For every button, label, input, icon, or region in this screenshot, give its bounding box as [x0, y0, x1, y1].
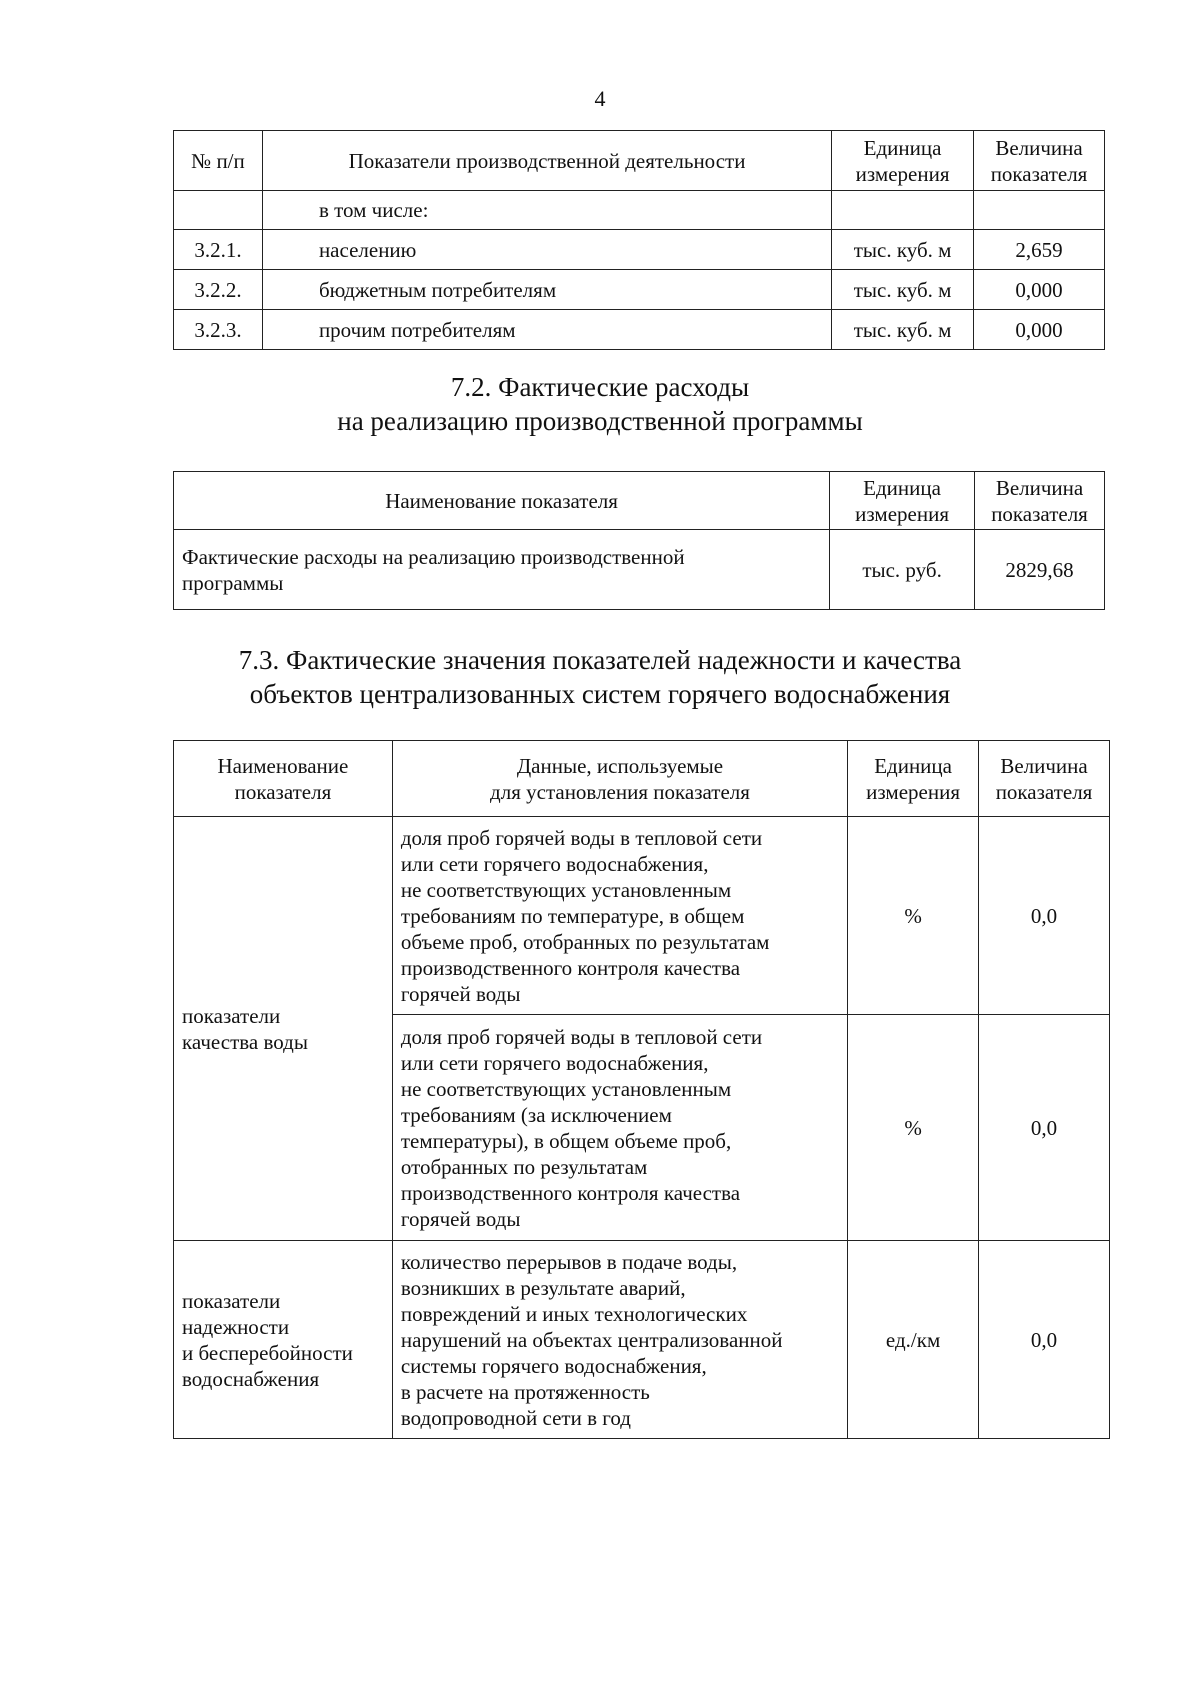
row-number: 3.2.2. — [174, 270, 263, 310]
empty-cell — [974, 191, 1105, 230]
header-value: Величина показателя — [979, 741, 1110, 817]
row-value: 0,000 — [974, 310, 1105, 350]
row-number: 3.2.1. — [174, 230, 263, 270]
header-indicator: Показатели производственной деятельности — [262, 131, 831, 191]
row-name: Фактические расходы на реализацию производственной программы — [174, 530, 830, 610]
table-row — [174, 230, 1105, 270]
section-7-2-title-line1: 7.2. Фактические расходы — [450, 372, 750, 402]
header-unit: Единица измерения — [832, 131, 974, 191]
row-name: бюджетным потребителям — [262, 270, 831, 310]
header-number: № п/п — [174, 131, 263, 191]
row-value: 0,000 — [974, 270, 1105, 310]
row-value: 0,0 — [979, 1241, 1110, 1439]
row-unit: тыс. руб. — [830, 530, 975, 610]
section-7-2-title — [0, 370, 1200, 438]
row-name: прочим потребителям — [262, 310, 831, 350]
row-unit: тыс. куб. м — [832, 270, 974, 310]
row-data-description: количество перерывов в подаче воды, возникших в результате аварий, повреждений и иных технологических нарушений на объектах централизованной системы горячего водоснабжения, в расчете на протяженность водопроводной сети в год — [392, 1241, 847, 1439]
row-unit: тыс. куб. м — [832, 230, 974, 270]
row-unit: % — [848, 817, 979, 1015]
table-row — [174, 530, 1105, 610]
page-number: 4 — [594, 86, 606, 111]
section-7-3-title-line1: 7.3. Фактические значения показателей надежности и качества — [238, 645, 962, 675]
table-row — [174, 817, 1110, 1015]
group-reliability-name: показатели надежности и бесперебойности водоснабжения — [174, 1241, 393, 1439]
header-value: Величина показателя — [974, 131, 1105, 191]
row-data-description: доля проб горячей воды в тепловой сети или сети горячего водоснабжения, не соответствующих установленным требованиям по температуре, в общем объеме проб, отобранных по результатам производственного контроля качества горячей воды — [392, 817, 847, 1015]
table-row — [174, 310, 1105, 350]
header-value: Величина показателя — [975, 472, 1105, 530]
row-value: 2829,68 — [975, 530, 1105, 610]
row-unit: ед./км — [848, 1241, 979, 1439]
production-activity-table — [173, 130, 1105, 350]
header-data-used: Данные, используемые для установления показателя — [392, 741, 847, 817]
row-name: населению — [262, 230, 831, 270]
table-row — [174, 270, 1105, 310]
section-7-3-title — [0, 643, 1200, 711]
empty-cell — [832, 191, 974, 230]
row-value: 2,659 — [974, 230, 1105, 270]
reliability-quality-table — [173, 740, 1110, 1439]
expenses-table — [173, 471, 1105, 610]
subheader-label: в том числе: — [262, 191, 831, 230]
row-value: 0,0 — [979, 1015, 1110, 1241]
row-number: 3.2.3. — [174, 310, 263, 350]
empty-cell — [174, 191, 263, 230]
header-unit: Единица измерения — [848, 741, 979, 817]
header-indicator-name: Наименование показателя — [174, 472, 830, 530]
section-7-2-title-line2: на реализацию производственной программы — [337, 406, 863, 436]
row-unit: % — [848, 1015, 979, 1241]
header-indicator-name: Наименование показателя — [174, 741, 393, 817]
row-data-description: доля проб горячей воды в тепловой сети или сети горячего водоснабжения, не соответствующих установленным требованиям (за исключением температуры), в общем объеме проб, отобранных по результатам производственного контроля качества горячей воды — [392, 1015, 847, 1241]
group-water-quality-name: показатели качества воды — [174, 817, 393, 1241]
section-7-3-title-line2: объектов централизованных систем горячего водоснабжения — [249, 679, 951, 709]
row-unit: тыс. куб. м — [832, 310, 974, 350]
row-value: 0,0 — [979, 817, 1110, 1015]
header-unit: Единица измерения — [830, 472, 975, 530]
table-row — [174, 1241, 1110, 1439]
